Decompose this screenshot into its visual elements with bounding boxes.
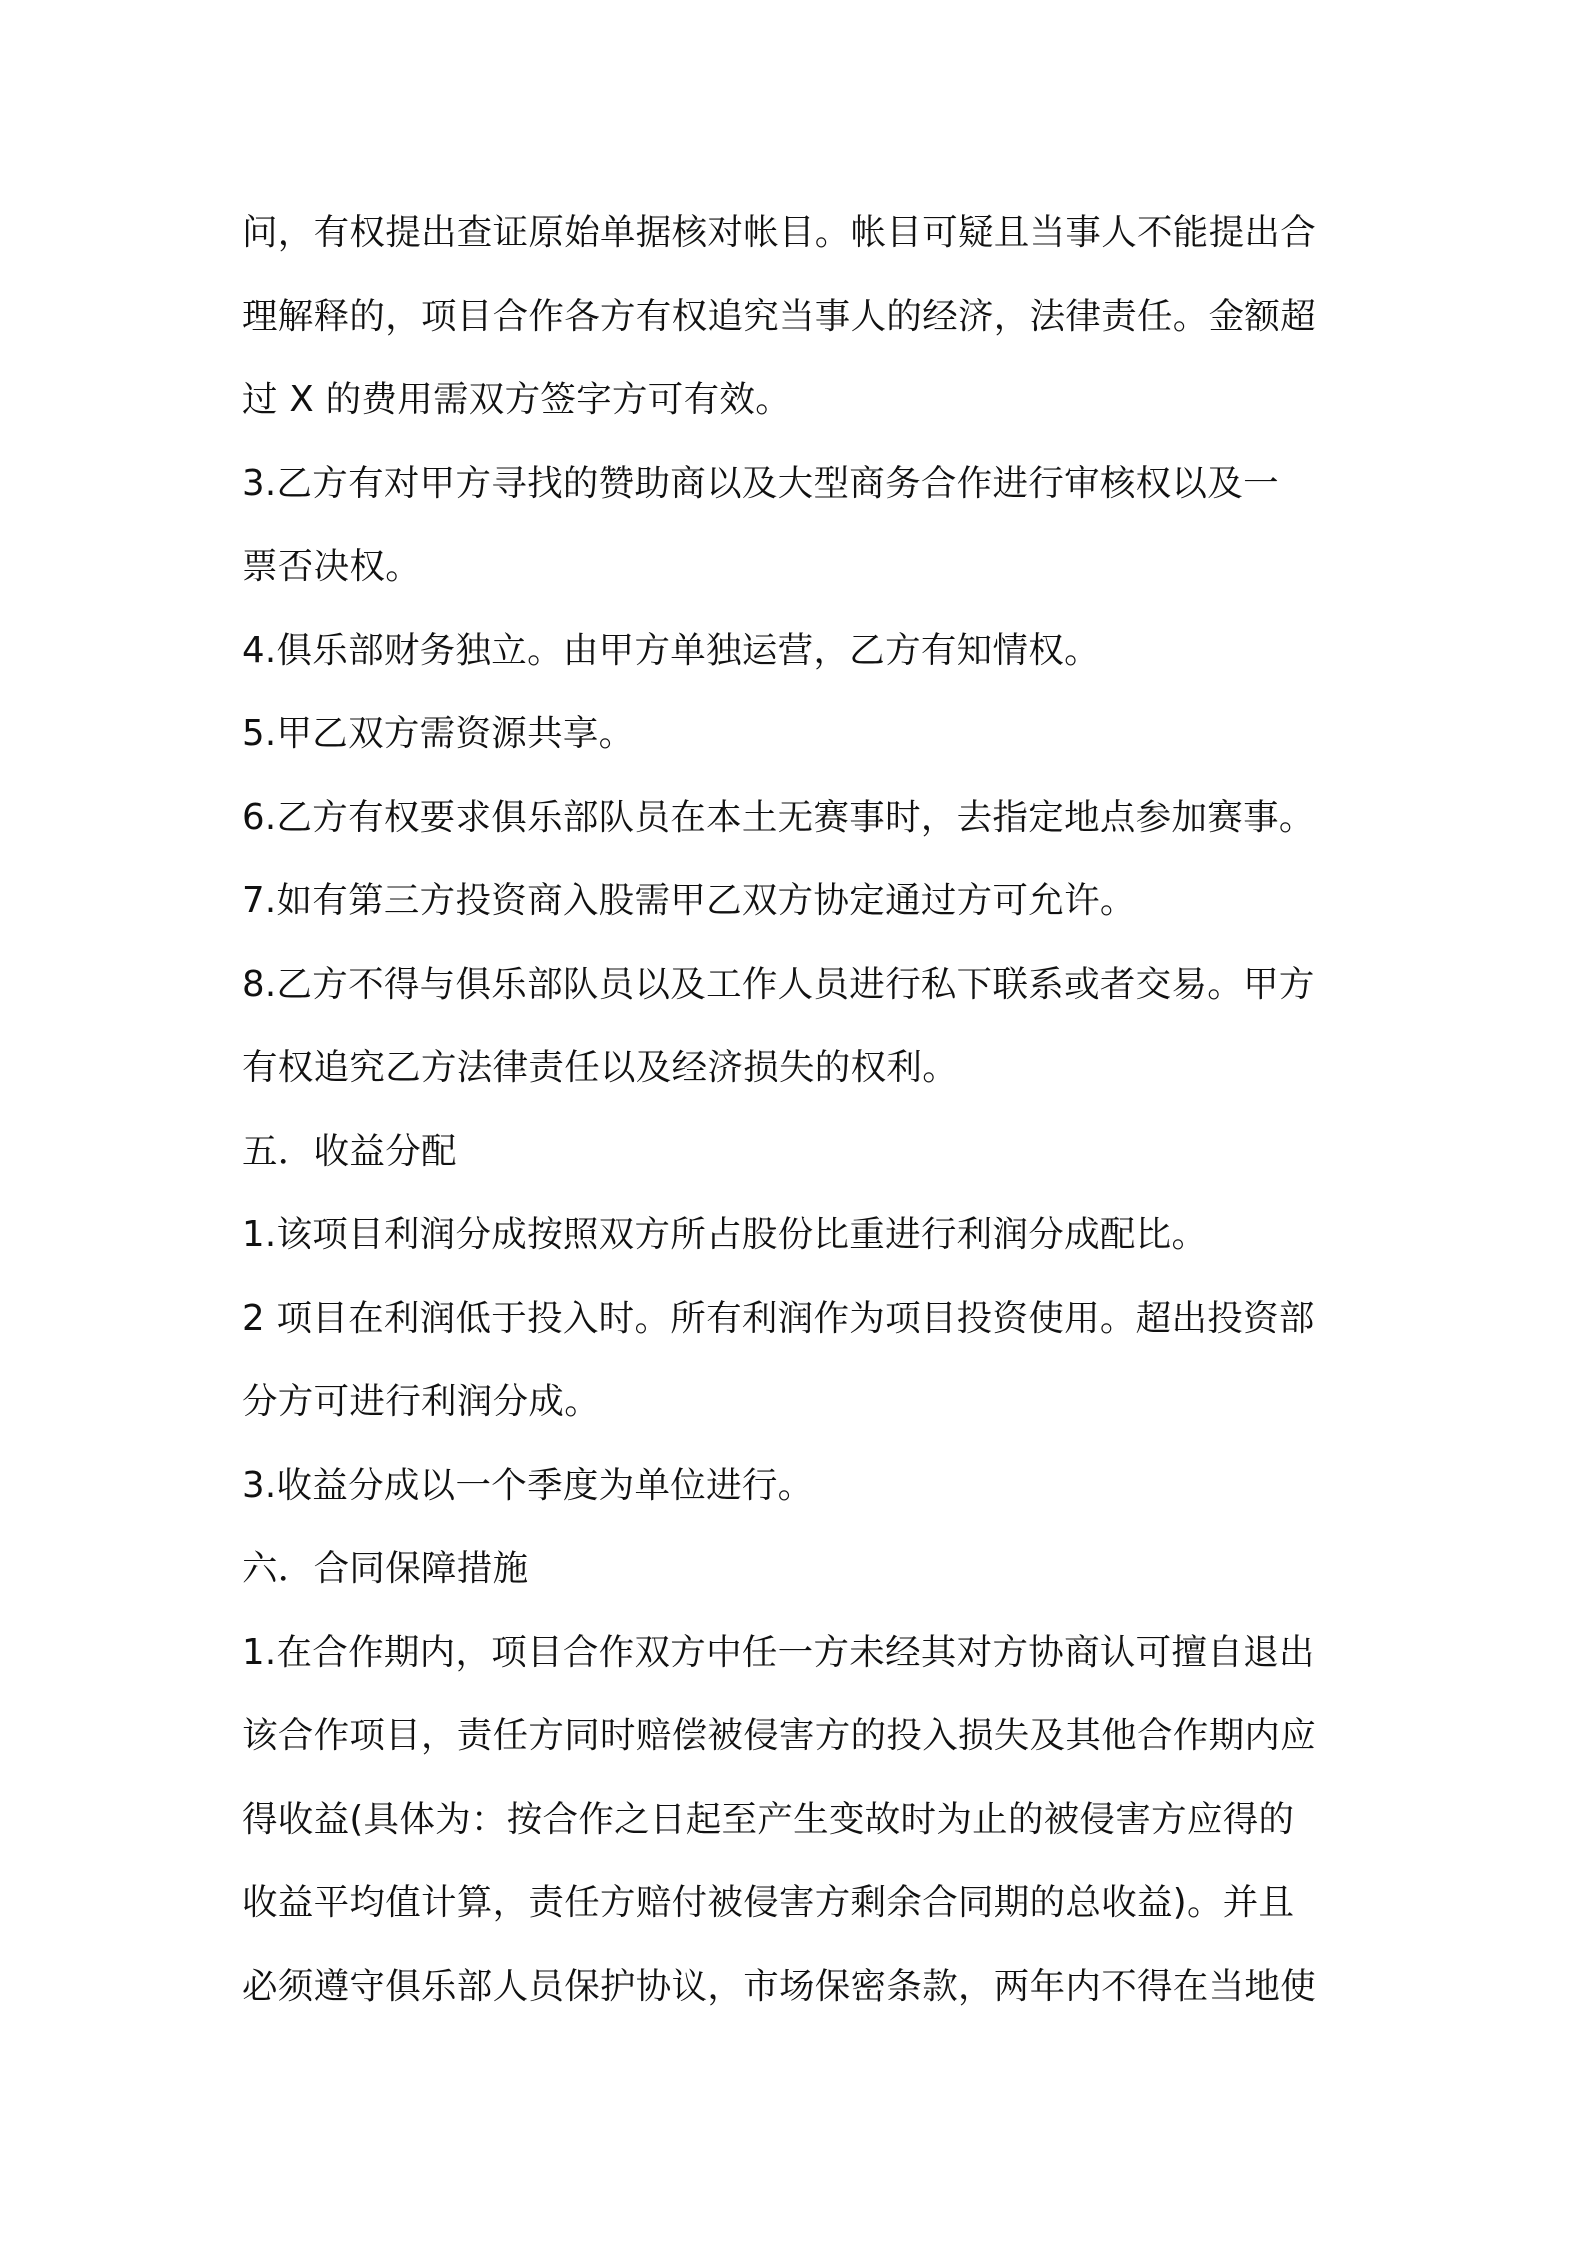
text-line: 该合作项目，责任方同时赔偿被侵害方的投入损失及其他合作期内应: [242, 1715, 1317, 1756]
text-line: 问，有权提出查证原始单据核对帐目。帐目可疑且当事人不能提出合: [242, 212, 1317, 253]
text-line: 有权追究乙方法律责任以及经济损失的权利。: [242, 1047, 959, 1088]
clause-7: 7.如有第三方投资商入股需甲乙双方协定通过方可允许。: [242, 880, 1136, 921]
text-line: 理解释的，项目合作各方有权追究当事人的经济，法律责任。金额超: [242, 295, 1317, 337]
document-body: [242, 198, 1362, 2035]
clause-6: 6.乙方有权要求俱乐部队员在本土无赛事时，去指定地点参加赛事。: [242, 796, 1315, 838]
text-line: 必须遵守俱乐部人员保护协议，市场保密条款，两年内不得在当地使: [242, 1965, 1317, 2007]
clause-5: 5.甲乙双方需资源共享。: [242, 713, 635, 754]
text-line: 分方可进行利润分成。: [242, 1381, 601, 1422]
guarantee-clause-1: 1.在合作期内，项目合作双方中任一方未经其对方协商认可擅自退出: [242, 1631, 1315, 1673]
text-line: 得收益(具体为：按合作之日起至产生变故时为止的被侵害方应得的: [242, 1798, 1295, 1840]
clause-8: 8.乙方不得与俱乐部队员以及工作人员进行私下联系或者交易。甲方: [242, 963, 1315, 1005]
text-line: 过 X 的费用需双方签字方可有效。: [242, 379, 791, 420]
text-line: 票否决权。: [242, 546, 422, 587]
revenue-clause-2: 2 项目在利润低于投入时。所有利润作为项目投资使用。超出投资部: [242, 1297, 1315, 1339]
section-heading-revenue: 五．收益分配: [242, 1130, 457, 1172]
text-line: 收益平均值计算，责任方赔付被侵害方剩余合同期的总收益)。并且: [242, 1882, 1295, 1923]
revenue-clause-1: 1.该项目利润分成按照双方所占股份比重进行利润分成配比。: [242, 1214, 1208, 1255]
section-heading-guarantee: 六．合同保障措施: [242, 1548, 529, 1589]
clause-3: 3.乙方有对甲方寻找的赞助商以及大型商务合作进行审核权以及一: [242, 462, 1279, 504]
revenue-clause-3: 3.收益分成以一个季度为单位进行。: [242, 1464, 814, 1506]
clause-4: 4.俱乐部财务独立。由甲方单独运营，乙方有知情权。: [242, 629, 1100, 671]
